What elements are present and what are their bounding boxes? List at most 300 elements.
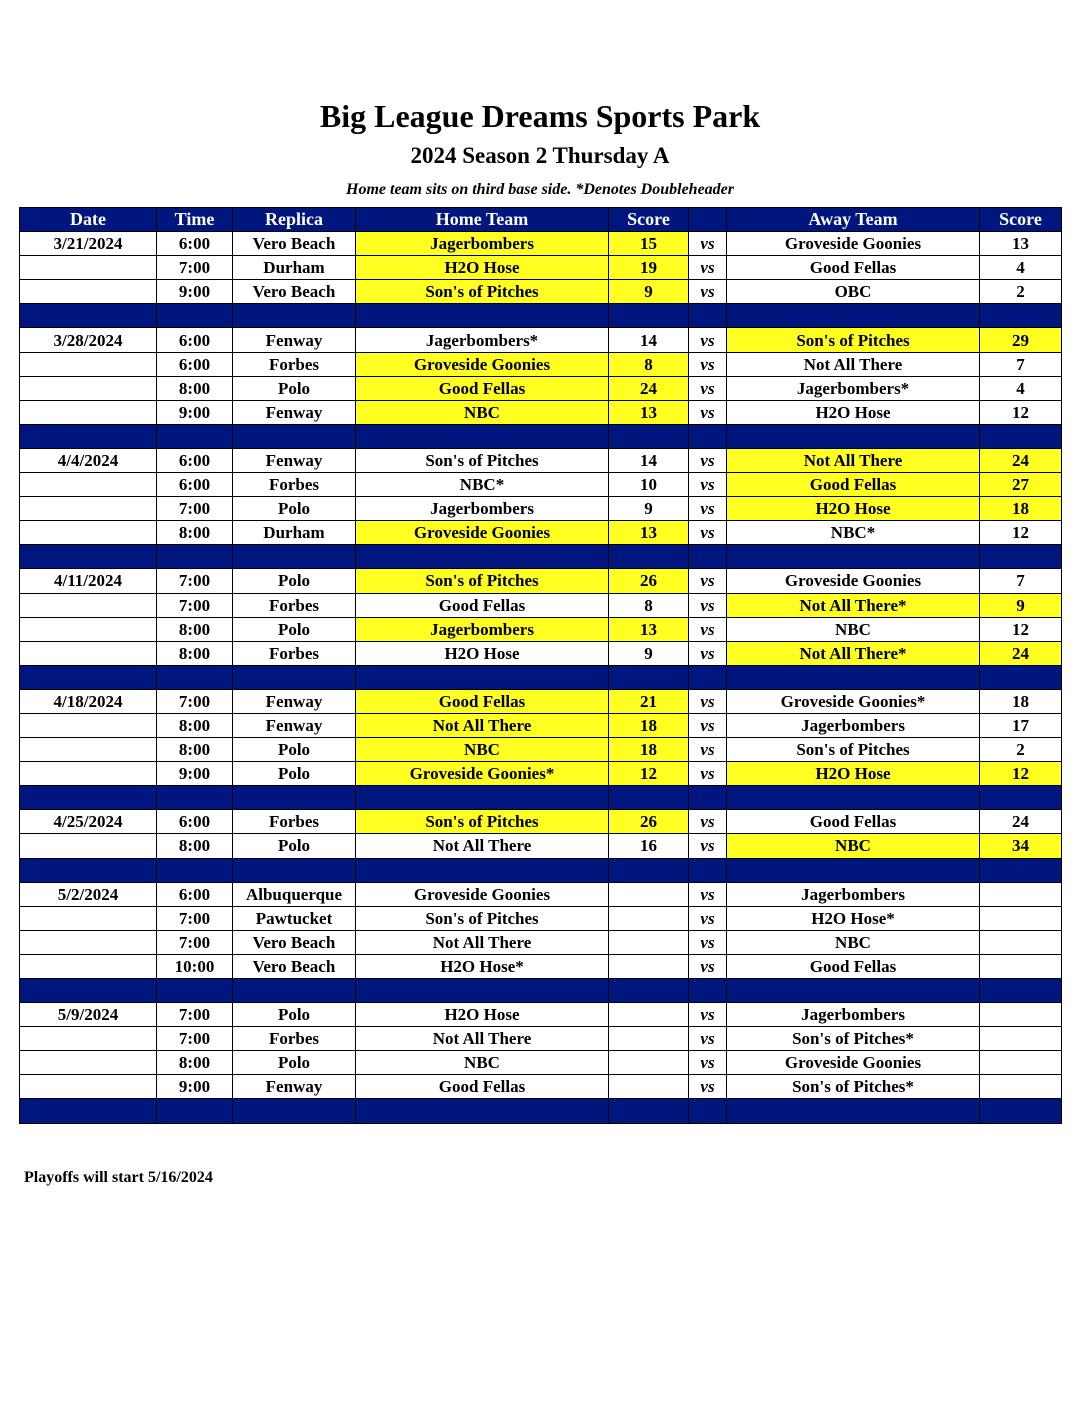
- vs-label: vs: [689, 232, 727, 256]
- home-score: 15: [609, 232, 689, 256]
- game-time: 9:00: [157, 762, 233, 786]
- game-time: 9:00: [157, 400, 233, 424]
- home-team: NBC*: [356, 473, 609, 497]
- page-title: Big League Dreams Sports Park: [319, 98, 761, 134]
- separator-cell: [980, 786, 1062, 810]
- home-team: H2O Hose*: [356, 954, 609, 978]
- separator-cell: [727, 424, 980, 448]
- vs-label: vs: [689, 400, 727, 424]
- away-team: H2O Hose: [727, 762, 980, 786]
- away-score: 17: [980, 713, 1062, 737]
- game-date: [20, 834, 157, 858]
- game-date: 5/2/2024: [20, 882, 157, 906]
- away-team: Jagerbombers: [727, 713, 980, 737]
- separator-cell: [233, 665, 356, 689]
- home-score: 13: [609, 521, 689, 545]
- game-date: [20, 617, 157, 641]
- game-time: 7:00: [157, 1003, 233, 1027]
- game-time: 6:00: [157, 473, 233, 497]
- away-score: 7: [980, 569, 1062, 593]
- vs-label: vs: [689, 641, 727, 665]
- away-team: Good Fellas: [727, 256, 980, 280]
- home-score: 9: [609, 497, 689, 521]
- away-score: 12: [980, 400, 1062, 424]
- page-subtitle: 2024 Season 2 Thursday A: [410, 143, 670, 168]
- home-team: Son's of Pitches: [356, 906, 609, 930]
- home-score: [609, 1051, 689, 1075]
- vs-label: vs: [689, 834, 727, 858]
- vs-label: vs: [689, 713, 727, 737]
- away-score: 24: [980, 641, 1062, 665]
- game-row: [20, 400, 1062, 424]
- game-time: 7:00: [157, 569, 233, 593]
- home-score: 26: [609, 569, 689, 593]
- separator-cell: [356, 858, 609, 882]
- away-score: [980, 954, 1062, 978]
- game-replica: Pawtucket: [233, 906, 356, 930]
- week-separator: [20, 424, 1062, 448]
- separator-cell: [157, 665, 233, 689]
- game-replica: Forbes: [233, 810, 356, 834]
- vs-label: vs: [689, 473, 727, 497]
- away-team: NBC: [727, 834, 980, 858]
- game-row: [20, 1051, 1062, 1075]
- vs-label: vs: [689, 497, 727, 521]
- game-row: [20, 930, 1062, 954]
- separator-cell: [689, 858, 727, 882]
- away-team: Groveside Goonies: [727, 232, 980, 256]
- game-time: 8:00: [157, 1051, 233, 1075]
- away-team: H2O Hose*: [727, 906, 980, 930]
- home-score: 10: [609, 473, 689, 497]
- game-time: 8:00: [157, 641, 233, 665]
- away-team: Son's of Pitches: [727, 328, 980, 352]
- game-replica: Forbes: [233, 1027, 356, 1051]
- game-replica: Polo: [233, 569, 356, 593]
- separator-cell: [980, 1099, 1062, 1123]
- game-date: [20, 930, 157, 954]
- header-vs: [689, 208, 727, 232]
- game-row: [20, 762, 1062, 786]
- week-separator: [20, 545, 1062, 569]
- home-team: Good Fellas: [356, 689, 609, 713]
- header-row: [20, 208, 1062, 232]
- separator-cell: [356, 304, 609, 328]
- game-replica: Fenway: [233, 1075, 356, 1099]
- game-replica: Fenway: [233, 689, 356, 713]
- away-team: NBC: [727, 617, 980, 641]
- home-team: Not All There: [356, 1027, 609, 1051]
- vs-label: vs: [689, 280, 727, 304]
- game-row: [20, 497, 1062, 521]
- game-replica: Polo: [233, 497, 356, 521]
- separator-cell: [356, 786, 609, 810]
- header-home-score: Score: [609, 208, 689, 232]
- vs-label: vs: [689, 906, 727, 930]
- away-score: [980, 882, 1062, 906]
- game-time: 8:00: [157, 713, 233, 737]
- home-team: NBC: [356, 738, 609, 762]
- game-time: 8:00: [157, 376, 233, 400]
- separator-cell: [980, 304, 1062, 328]
- game-replica: Durham: [233, 256, 356, 280]
- home-team: Son's of Pitches: [356, 810, 609, 834]
- away-team: Not All There*: [727, 593, 980, 617]
- home-score: 12: [609, 762, 689, 786]
- week-separator: [20, 979, 1062, 1003]
- home-score: [609, 1075, 689, 1099]
- game-row: [20, 1075, 1062, 1099]
- game-replica: Forbes: [233, 352, 356, 376]
- separator-cell: [157, 545, 233, 569]
- game-date: 4/25/2024: [20, 810, 157, 834]
- week-separator: [20, 786, 1062, 810]
- vs-label: vs: [689, 810, 727, 834]
- vs-label: vs: [689, 1003, 727, 1027]
- vs-label: vs: [689, 569, 727, 593]
- away-team: Jagerbombers: [727, 882, 980, 906]
- home-score: [609, 954, 689, 978]
- away-team: NBC: [727, 930, 980, 954]
- game-row: [20, 713, 1062, 737]
- game-replica: Polo: [233, 1003, 356, 1027]
- separator-cell: [233, 545, 356, 569]
- game-date: [20, 497, 157, 521]
- away-score: 24: [980, 448, 1062, 472]
- game-time: 10:00: [157, 954, 233, 978]
- away-score: 12: [980, 617, 1062, 641]
- home-score: [609, 882, 689, 906]
- header-date: Date: [20, 208, 157, 232]
- game-date: [20, 1027, 157, 1051]
- home-score: 14: [609, 448, 689, 472]
- game-replica: Fenway: [233, 328, 356, 352]
- game-replica: Polo: [233, 762, 356, 786]
- separator-cell: [609, 1099, 689, 1123]
- home-score: [609, 906, 689, 930]
- game-row: [20, 256, 1062, 280]
- week-separator: [20, 1099, 1062, 1123]
- home-score: 8: [609, 593, 689, 617]
- home-score: 9: [609, 280, 689, 304]
- away-score: 9: [980, 593, 1062, 617]
- game-time: 7:00: [157, 497, 233, 521]
- game-date: 3/21/2024: [20, 232, 157, 256]
- game-date: [20, 352, 157, 376]
- vs-label: vs: [689, 448, 727, 472]
- separator-cell: [980, 424, 1062, 448]
- separator-cell: [20, 304, 157, 328]
- separator-cell: [689, 424, 727, 448]
- separator-cell: [727, 979, 980, 1003]
- away-score: 4: [980, 376, 1062, 400]
- schedule-note: Home team sits on third base side. *Denotes Doubleheader: [346, 181, 734, 198]
- away-score: [980, 906, 1062, 930]
- home-score: 16: [609, 834, 689, 858]
- vs-label: vs: [689, 1051, 727, 1075]
- away-team: NBC*: [727, 521, 980, 545]
- home-score: 13: [609, 400, 689, 424]
- home-team: Good Fellas: [356, 593, 609, 617]
- game-time: 6:00: [157, 232, 233, 256]
- week-separator: [20, 304, 1062, 328]
- away-team: H2O Hose: [727, 400, 980, 424]
- away-team: Not All There: [727, 352, 980, 376]
- home-score: 19: [609, 256, 689, 280]
- away-team: Not All There*: [727, 641, 980, 665]
- away-score: 13: [980, 232, 1062, 256]
- separator-cell: [609, 858, 689, 882]
- game-replica: Vero Beach: [233, 930, 356, 954]
- game-row: [20, 954, 1062, 978]
- away-score: 24: [980, 810, 1062, 834]
- away-score: [980, 1003, 1062, 1027]
- separator-cell: [689, 545, 727, 569]
- game-date: [20, 1075, 157, 1099]
- home-score: 24: [609, 376, 689, 400]
- header-time: Time: [157, 208, 233, 232]
- home-team: Groveside Goonies: [356, 882, 609, 906]
- game-row: [20, 906, 1062, 930]
- home-team: Son's of Pitches: [356, 280, 609, 304]
- home-team: Jagerbombers: [356, 232, 609, 256]
- separator-cell: [980, 979, 1062, 1003]
- away-score: 12: [980, 762, 1062, 786]
- home-team: NBC: [356, 400, 609, 424]
- away-score: 4: [980, 256, 1062, 280]
- game-date: [20, 400, 157, 424]
- game-date: [20, 256, 157, 280]
- vs-label: vs: [689, 954, 727, 978]
- separator-cell: [233, 786, 356, 810]
- away-team: Son's of Pitches*: [727, 1075, 980, 1099]
- game-replica: Vero Beach: [233, 232, 356, 256]
- game-row: [20, 232, 1062, 256]
- vs-label: vs: [689, 256, 727, 280]
- separator-cell: [356, 424, 609, 448]
- game-row: [20, 810, 1062, 834]
- separator-cell: [20, 786, 157, 810]
- away-team: Groveside Goonies: [727, 1051, 980, 1075]
- game-row: [20, 1003, 1062, 1027]
- game-date: 4/11/2024: [20, 569, 157, 593]
- vs-label: vs: [689, 738, 727, 762]
- away-team: Good Fellas: [727, 473, 980, 497]
- separator-cell: [980, 545, 1062, 569]
- game-replica: Forbes: [233, 593, 356, 617]
- game-date: [20, 1051, 157, 1075]
- home-team: Good Fellas: [356, 1075, 609, 1099]
- game-date: [20, 280, 157, 304]
- game-time: 7:00: [157, 906, 233, 930]
- home-score: 14: [609, 328, 689, 352]
- week-separator: [20, 858, 1062, 882]
- home-team: Jagerbombers*: [356, 328, 609, 352]
- game-row: [20, 738, 1062, 762]
- separator-cell: [157, 786, 233, 810]
- game-row: [20, 641, 1062, 665]
- home-score: [609, 1003, 689, 1027]
- game-date: 4/4/2024: [20, 448, 157, 472]
- game-time: 6:00: [157, 448, 233, 472]
- separator-cell: [157, 1099, 233, 1123]
- away-team: H2O Hose: [727, 497, 980, 521]
- game-date: [20, 906, 157, 930]
- away-team: Son's of Pitches*: [727, 1027, 980, 1051]
- game-date: [20, 713, 157, 737]
- separator-cell: [689, 979, 727, 1003]
- game-replica: Vero Beach: [233, 954, 356, 978]
- away-team: OBC: [727, 280, 980, 304]
- game-replica: Forbes: [233, 473, 356, 497]
- game-replica: Forbes: [233, 641, 356, 665]
- home-score: 8: [609, 352, 689, 376]
- away-team: Groveside Goonies: [727, 569, 980, 593]
- separator-cell: [233, 304, 356, 328]
- away-score: [980, 1075, 1062, 1099]
- game-row: [20, 689, 1062, 713]
- separator-cell: [609, 665, 689, 689]
- game-time: 8:00: [157, 834, 233, 858]
- game-time: 8:00: [157, 617, 233, 641]
- vs-label: vs: [689, 1027, 727, 1051]
- home-team: Groveside Goonies: [356, 521, 609, 545]
- away-score: 2: [980, 738, 1062, 762]
- game-date: [20, 593, 157, 617]
- separator-cell: [727, 545, 980, 569]
- away-score: 2: [980, 280, 1062, 304]
- game-replica: Albuquerque: [233, 882, 356, 906]
- vs-label: vs: [689, 689, 727, 713]
- home-score: 21: [609, 689, 689, 713]
- game-time: 6:00: [157, 352, 233, 376]
- separator-cell: [727, 304, 980, 328]
- separator-cell: [20, 545, 157, 569]
- separator-cell: [20, 665, 157, 689]
- separator-cell: [689, 1099, 727, 1123]
- home-team: Groveside Goonies*: [356, 762, 609, 786]
- vs-label: vs: [689, 593, 727, 617]
- game-row: [20, 328, 1062, 352]
- home-team: Not All There: [356, 930, 609, 954]
- separator-cell: [20, 858, 157, 882]
- game-time: 8:00: [157, 738, 233, 762]
- home-team: Good Fellas: [356, 376, 609, 400]
- separator-cell: [157, 424, 233, 448]
- playoffs-note: Playoffs will start 5/16/2024: [24, 1169, 213, 1186]
- away-score: 27: [980, 473, 1062, 497]
- game-time: 7:00: [157, 256, 233, 280]
- game-date: [20, 376, 157, 400]
- home-score: [609, 1027, 689, 1051]
- separator-cell: [233, 858, 356, 882]
- separator-cell: [727, 786, 980, 810]
- separator-cell: [233, 1099, 356, 1123]
- game-date: [20, 738, 157, 762]
- vs-label: vs: [689, 882, 727, 906]
- away-score: [980, 1027, 1062, 1051]
- game-replica: Polo: [233, 738, 356, 762]
- home-team: NBC: [356, 1051, 609, 1075]
- away-score: [980, 930, 1062, 954]
- away-team: Son's of Pitches: [727, 738, 980, 762]
- home-score: 18: [609, 713, 689, 737]
- home-score: 13: [609, 617, 689, 641]
- game-date: 4/18/2024: [20, 689, 157, 713]
- separator-cell: [689, 665, 727, 689]
- game-time: 9:00: [157, 1075, 233, 1099]
- game-date: 5/9/2024: [20, 1003, 157, 1027]
- game-date: [20, 521, 157, 545]
- away-team: Good Fellas: [727, 810, 980, 834]
- week-separator: [20, 665, 1062, 689]
- game-time: 8:00: [157, 521, 233, 545]
- game-row: [20, 569, 1062, 593]
- game-time: 6:00: [157, 882, 233, 906]
- schedule-body: [20, 232, 1062, 1123]
- game-time: 7:00: [157, 593, 233, 617]
- game-replica: Vero Beach: [233, 280, 356, 304]
- separator-cell: [233, 424, 356, 448]
- game-date: [20, 473, 157, 497]
- away-team: Good Fellas: [727, 954, 980, 978]
- home-score: [609, 930, 689, 954]
- game-time: 7:00: [157, 930, 233, 954]
- vs-label: vs: [689, 376, 727, 400]
- away-team: Jagerbombers: [727, 1003, 980, 1027]
- away-score: 34: [980, 834, 1062, 858]
- away-score: 7: [980, 352, 1062, 376]
- game-row: [20, 882, 1062, 906]
- home-team: Not All There: [356, 834, 609, 858]
- home-team: H2O Hose: [356, 1003, 609, 1027]
- game-time: 6:00: [157, 328, 233, 352]
- game-date: [20, 954, 157, 978]
- separator-cell: [20, 979, 157, 1003]
- vs-label: vs: [689, 930, 727, 954]
- separator-cell: [609, 979, 689, 1003]
- game-row: [20, 1027, 1062, 1051]
- game-row: [20, 376, 1062, 400]
- game-row: [20, 617, 1062, 641]
- vs-label: vs: [689, 617, 727, 641]
- away-team: Jagerbombers*: [727, 376, 980, 400]
- away-score: 12: [980, 521, 1062, 545]
- vs-label: vs: [689, 521, 727, 545]
- separator-cell: [609, 786, 689, 810]
- home-team: Son's of Pitches: [356, 448, 609, 472]
- game-replica: Fenway: [233, 448, 356, 472]
- separator-cell: [356, 979, 609, 1003]
- home-team: Jagerbombers: [356, 617, 609, 641]
- separator-cell: [157, 858, 233, 882]
- separator-cell: [157, 979, 233, 1003]
- home-team: Jagerbombers: [356, 497, 609, 521]
- away-team: Not All There: [727, 448, 980, 472]
- game-row: [20, 521, 1062, 545]
- separator-cell: [727, 665, 980, 689]
- separator-cell: [609, 424, 689, 448]
- away-score: 29: [980, 328, 1062, 352]
- game-row: [20, 834, 1062, 858]
- game-replica: Durham: [233, 521, 356, 545]
- schedule-table: [19, 207, 1062, 1124]
- separator-cell: [689, 304, 727, 328]
- game-row: [20, 473, 1062, 497]
- home-team: Not All There: [356, 713, 609, 737]
- separator-cell: [20, 424, 157, 448]
- vs-label: vs: [689, 1075, 727, 1099]
